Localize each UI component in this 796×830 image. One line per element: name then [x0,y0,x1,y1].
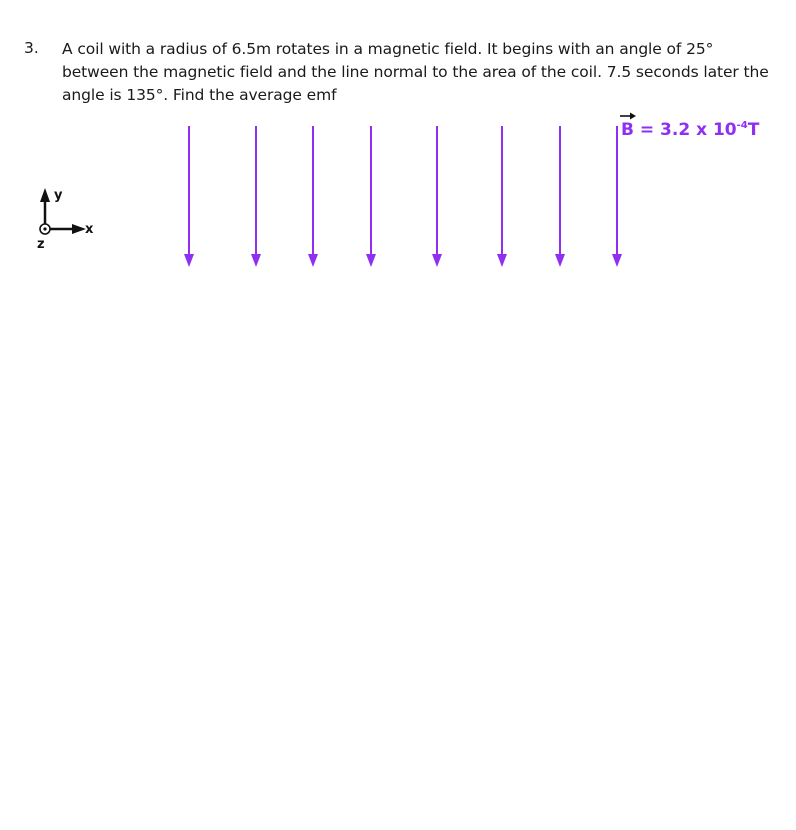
magnetic-field-lines [0,0,796,300]
field-vector-symbol [621,119,634,141]
field-arrow [497,126,507,267]
field-arrow [555,126,565,267]
field-arrow [251,126,261,267]
field-exponent: -4 [736,120,748,131]
field-arrow [308,126,318,267]
axes-icon [40,188,86,234]
z-axis-label: z [37,237,45,252]
vector-arrow-icon [619,112,637,120]
field-arrow [432,126,442,267]
y-axis-label: y [54,188,63,203]
question-text: A coil with a radius of 6.5m rotates in a magnetic field. It begins with an angle of 25° between the magnetic field and the line normal to the area of the coil. 7.5 seconds later the angle is 135°. Find the average emf [62,40,769,104]
field-value: = 3.2 x 10 [639,120,737,140]
field-arrow [612,126,622,267]
field-arrow [184,126,194,267]
question-number: 3. [24,39,39,57]
field-arrow [366,126,376,267]
field-label [621,115,759,141]
field-symbol: B [621,120,634,140]
x-axis-label: x [85,222,94,237]
field-unit: T [747,120,760,140]
